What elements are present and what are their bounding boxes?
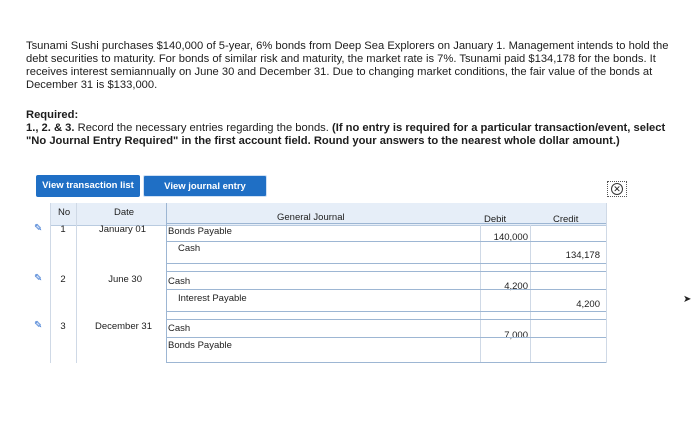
debit-amount[interactable]: 7,000 — [504, 330, 528, 341]
header-date: Date — [114, 207, 135, 218]
required-text — [26, 122, 686, 148]
col-divider — [480, 225, 481, 363]
col-divider — [166, 203, 167, 363]
journal-table — [26, 203, 606, 363]
credit-amount[interactable]: 134,178 — [565, 250, 600, 261]
cursor-arrow-icon: ➤ — [683, 294, 692, 305]
required-numbers: 1., 2. & 3. — [26, 122, 75, 134]
close-button[interactable] — [607, 181, 627, 197]
pencil-icon[interactable]: ✎ — [34, 223, 43, 234]
row-line — [166, 311, 606, 312]
row-date: January 01 — [98, 224, 146, 235]
row-line — [166, 319, 606, 320]
row-date: December 31 — [94, 321, 152, 332]
col-divider — [606, 203, 607, 363]
row-number: 3 — [60, 321, 66, 332]
view-journal-entry-worksheet-button[interactable]: View journal entry — [143, 175, 267, 197]
row-line — [166, 263, 606, 264]
pencil-icon[interactable]: ✎ — [34, 273, 43, 284]
row-date: June 30 — [108, 274, 142, 285]
header-debit: Debit — [484, 214, 507, 225]
credit-account[interactable]: Bonds Payable — [168, 340, 232, 351]
debit-amount[interactable]: 140,000 — [493, 232, 528, 243]
col-divider — [50, 203, 51, 363]
debit-account[interactable]: Cash — [168, 276, 191, 287]
credit-account[interactable]: Cash — [178, 243, 201, 254]
view-transaction-list-button[interactable]: View transaction list — [36, 175, 140, 197]
header-no: No — [58, 207, 71, 218]
col-divider — [530, 225, 531, 363]
credit-amount[interactable]: 4,200 — [576, 299, 600, 310]
row-number: 2 — [60, 274, 66, 285]
row-line — [166, 241, 606, 242]
row-line — [166, 289, 606, 290]
required-heading: Required: — [26, 109, 79, 121]
debit-account[interactable]: Cash — [168, 323, 191, 334]
header-general-journal: General Journal — [277, 212, 345, 223]
close-circle-icon: ✕ — [611, 183, 623, 195]
row-number: 1 — [60, 224, 66, 235]
pencil-icon[interactable]: ✎ — [34, 320, 43, 331]
credit-account[interactable]: Interest Payable — [178, 293, 247, 304]
row-line — [166, 271, 606, 272]
problem-statement: Tsunami Sushi purchases $140,000 of 5-year, 6% bonds from Deep Sea Explorers on January 1. Management intends to hold the debt securities to maturity. For bonds of similar risk and maturity, the market rate is 7%. Tsunami paid $134,178 for the bonds. It receives interest semiannually on June 30 and December 31. Due to changing market conditions, the fair value of the bonds at December 31 is $133,000. — [26, 40, 669, 91]
row-line — [166, 223, 606, 224]
row-line — [166, 337, 606, 338]
required-bold-instruction: (If no entry is required for a particular transaction/event, select "No Journal Entry Required" in the first account field. Round your answers to the nearest whole dollar amount.) — [26, 122, 666, 147]
required-instruction: Record the necessary entries regarding the bonds. — [74, 122, 332, 134]
row-line — [166, 362, 606, 363]
debit-amount[interactable]: 4,200 — [504, 281, 528, 292]
debit-account[interactable]: Bonds Payable — [168, 226, 232, 237]
header-credit: Credit — [553, 214, 579, 225]
